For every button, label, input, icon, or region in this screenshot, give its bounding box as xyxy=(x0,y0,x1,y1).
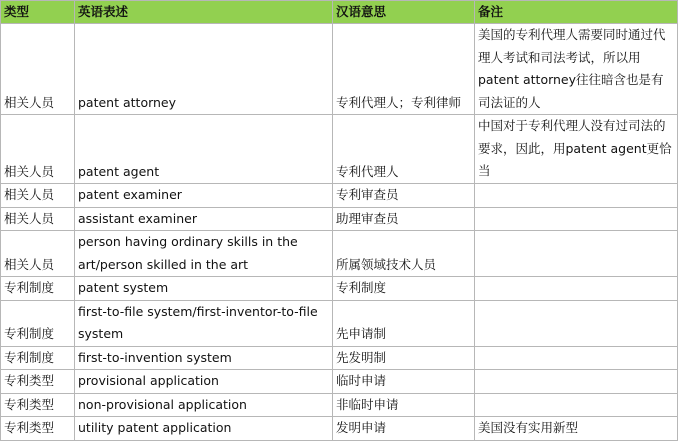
cell-type: 专利类型 xyxy=(1,417,75,441)
table-row xyxy=(1,115,678,184)
cell-chinese: 临时申请 xyxy=(333,370,475,394)
cell-chinese: 先发明制 xyxy=(333,346,475,370)
table-row xyxy=(1,370,678,394)
cell-chinese: 专利制度 xyxy=(333,277,475,301)
table-row xyxy=(1,24,678,115)
cell-chinese: 非临时申请 xyxy=(333,393,475,417)
header-cell-note: 备注 xyxy=(475,1,678,24)
cell-english: first-to-invention system xyxy=(75,346,333,370)
table-row xyxy=(1,231,678,277)
table-row xyxy=(1,277,678,301)
table-row xyxy=(1,417,678,441)
cell-note xyxy=(475,346,678,370)
cell-type: 相关人员 xyxy=(1,24,75,115)
cell-english: non-provisional application xyxy=(75,393,333,417)
cell-english: patent attorney xyxy=(75,24,333,115)
table-row xyxy=(1,300,678,346)
cell-english: first-to-file system/first-inventor-to-file system xyxy=(75,300,333,346)
cell-note xyxy=(475,370,678,394)
cell-chinese: 发明申请 xyxy=(333,417,475,441)
cell-note: 美国的专利代理人需要同时通过代理人考试和司法考试，所以用patent attorney往往暗含也是有司法证的人 xyxy=(475,24,678,115)
cell-type: 专利类型 xyxy=(1,370,75,394)
cell-chinese: 专利代理人；专利律师 xyxy=(333,24,475,115)
header-cell-chinese: 汉语意思 xyxy=(333,1,475,24)
cell-type: 相关人员 xyxy=(1,207,75,231)
cell-english: person having ordinary skills in the art/person skilled in the art xyxy=(75,231,333,277)
cell-chinese: 专利代理人 xyxy=(333,115,475,184)
cell-note xyxy=(475,231,678,277)
cell-english: patent system xyxy=(75,277,333,301)
cell-english: utility patent application xyxy=(75,417,333,441)
cell-english: patent examiner xyxy=(75,184,333,208)
cell-chinese: 先申请制 xyxy=(333,300,475,346)
cell-note xyxy=(475,393,678,417)
table-header-row xyxy=(1,1,678,24)
cell-type: 相关人员 xyxy=(1,184,75,208)
cell-note xyxy=(475,207,678,231)
cell-type: 专利类型 xyxy=(1,393,75,417)
cell-chinese: 专利审查员 xyxy=(333,184,475,208)
cell-type: 专利制度 xyxy=(1,346,75,370)
cell-note: 中国对于专利代理人没有过司法的要求，因此，用patent agent更恰当 xyxy=(475,115,678,184)
cell-note xyxy=(475,300,678,346)
table-row xyxy=(1,184,678,208)
cell-english: patent agent xyxy=(75,115,333,184)
cell-note xyxy=(475,184,678,208)
header-cell-english: 英语表述 xyxy=(75,1,333,24)
cell-note xyxy=(475,277,678,301)
cell-type: 相关人员 xyxy=(1,115,75,184)
cell-type: 相关人员 xyxy=(1,231,75,277)
table-row xyxy=(1,393,678,417)
table-row xyxy=(1,207,678,231)
cell-type: 专利制度 xyxy=(1,277,75,301)
cell-english: provisional application xyxy=(75,370,333,394)
cell-note: 美国没有实用新型 xyxy=(475,417,678,441)
cell-type: 专利制度 xyxy=(1,300,75,346)
cell-chinese: 助理审查员 xyxy=(333,207,475,231)
cell-english: assistant examiner xyxy=(75,207,333,231)
cell-chinese: 所属领域技术人员 xyxy=(333,231,475,277)
header-cell-type: 类型 xyxy=(1,1,75,24)
table-row xyxy=(1,346,678,370)
